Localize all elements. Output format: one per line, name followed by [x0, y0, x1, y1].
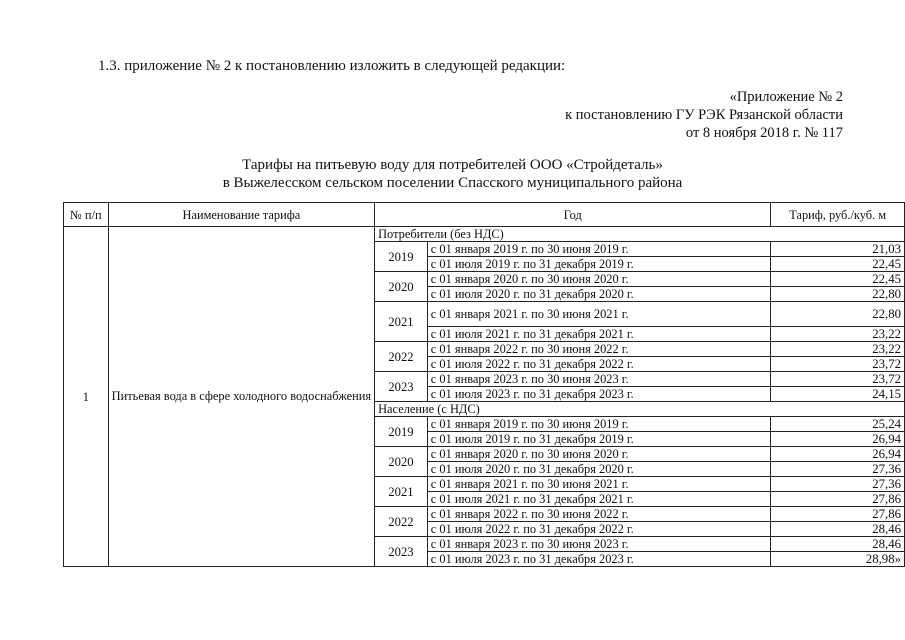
- year-cell: 2021: [375, 302, 428, 342]
- header-cell: Год: [375, 203, 771, 227]
- period-cell: с 01 января 2023 г. по 30 июня 2023 г.: [427, 537, 771, 552]
- header-cell: № п/п: [64, 203, 109, 227]
- year-cell: 2020: [375, 272, 428, 302]
- period-cell: с 01 января 2019 г. по 30 июня 2019 г.: [427, 242, 771, 257]
- title-line: Тарифы на питьевую воду для потребителей ООО «Стройдеталь»: [242, 157, 663, 173]
- appendix-line: к постановлению ГУ РЭК Рязанской области: [565, 107, 843, 123]
- tariff-value: 22,80: [771, 302, 905, 327]
- tariff-value: 23,22: [771, 327, 905, 342]
- tariff-table: [63, 202, 905, 567]
- period-cell: с 01 января 2019 г. по 30 июня 2019 г.: [427, 417, 771, 432]
- period-cell: с 01 января 2021 г. по 30 июня 2021 г.: [427, 477, 771, 492]
- row-number: 1: [64, 227, 109, 567]
- period-cell: с 01 января 2020 г. по 30 июня 2020 г.: [427, 447, 771, 462]
- table-body: [64, 227, 905, 567]
- group-row: [64, 227, 905, 242]
- tariff-value: 28,46: [771, 537, 905, 552]
- header-cell: Наименование тарифа: [108, 203, 374, 227]
- tariff-value: 26,94: [771, 432, 905, 447]
- tariff-value: 23,72: [771, 357, 905, 372]
- tariff-value: 26,94: [771, 447, 905, 462]
- period-cell: с 01 июля 2019 г. по 31 декабря 2019 г.: [427, 432, 771, 447]
- tariff-value: 21,03: [771, 242, 905, 257]
- document-title: [0, 156, 905, 192]
- tariff-value: 28,46: [771, 522, 905, 537]
- table-header-row: [64, 203, 905, 227]
- tariff-value: 27,86: [771, 492, 905, 507]
- period-cell: с 01 июля 2020 г. по 31 декабря 2020 г.: [427, 287, 771, 302]
- period-cell: с 01 января 2022 г. по 30 июня 2022 г.: [427, 342, 771, 357]
- tariff-value: 24,15: [771, 387, 905, 402]
- period-cell: с 01 июля 2020 г. по 31 декабря 2020 г.: [427, 462, 771, 477]
- period-cell: с 01 января 2021 г. по 30 июня 2021 г.: [427, 302, 771, 327]
- tariff-name: Питьевая вода в сфере холодного водоснабжения: [108, 227, 374, 567]
- tariff-value: 27,86: [771, 507, 905, 522]
- appendix-line: от 8 ноября 2018 г. № 117: [685, 125, 843, 141]
- tariff-value: 22,45: [771, 257, 905, 272]
- tariff-value: 25,24: [771, 417, 905, 432]
- tariff-value: 23,72: [771, 372, 905, 387]
- period-cell: с 01 июля 2019 г. по 31 декабря 2019 г.: [427, 257, 771, 272]
- group-label: Население (с НДС): [375, 402, 905, 417]
- period-cell: с 01 января 2023 г. по 30 июня 2023 г.: [427, 372, 771, 387]
- year-cell: 2023: [375, 372, 428, 402]
- period-cell: с 01 января 2022 г. по 30 июня 2022 г.: [427, 507, 771, 522]
- group-label: Потребители (без НДС): [375, 227, 905, 242]
- year-cell: 2021: [375, 477, 428, 507]
- period-cell: с 01 июля 2021 г. по 31 декабря 2021 г.: [427, 492, 771, 507]
- year-cell: 2019: [375, 417, 428, 447]
- tariff-value: 27,36: [771, 462, 905, 477]
- year-cell: 2019: [375, 242, 428, 272]
- intro-paragraph: 1.3. приложение № 2 к постановлению изложить в следующей редакции:: [98, 58, 566, 74]
- title-line: в Выжелесском сельском поселении Спасского муниципального района: [222, 175, 683, 191]
- year-cell: 2023: [375, 537, 428, 567]
- period-cell: с 01 января 2020 г. по 30 июня 2020 г.: [427, 272, 771, 287]
- tariff-value: 23,22: [771, 342, 905, 357]
- appendix-reference: [565, 88, 843, 142]
- tariff-value: 27,36: [771, 477, 905, 492]
- period-cell: с 01 июля 2021 г. по 31 декабря 2021 г.: [427, 327, 771, 342]
- year-cell: 2020: [375, 447, 428, 477]
- tariff-value: 22,80: [771, 287, 905, 302]
- year-cell: 2022: [375, 342, 428, 372]
- period-cell: с 01 июля 2023 г. по 31 декабря 2023 г.: [427, 552, 771, 567]
- period-cell: с 01 июля 2023 г. по 31 декабря 2023 г.: [427, 387, 771, 402]
- appendix-line: «Приложение № 2: [729, 89, 843, 105]
- header-cell: Тариф, руб./куб. м: [771, 203, 905, 227]
- tariff-value: 28,98»: [771, 552, 905, 567]
- period-cell: с 01 июля 2022 г. по 31 декабря 2022 г.: [427, 357, 771, 372]
- year-cell: 2022: [375, 507, 428, 537]
- tariff-value: 22,45: [771, 272, 905, 287]
- period-cell: с 01 июля 2022 г. по 31 декабря 2022 г.: [427, 522, 771, 537]
